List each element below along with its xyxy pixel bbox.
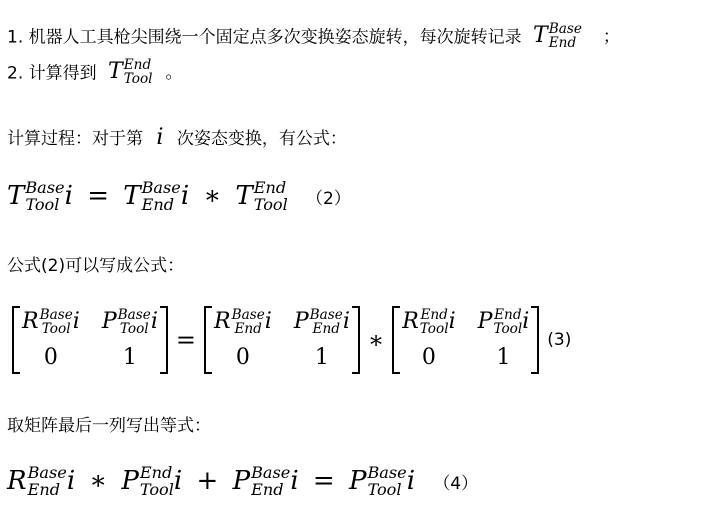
- eq4-b: P End Tool i: [121, 463, 183, 499]
- last-column-line: [7, 411, 211, 436]
- eq3-multiply: ∗: [367, 326, 385, 354]
- eq2-equals: =: [87, 180, 109, 211]
- eq3-equals: =: [175, 326, 196, 354]
- matrix-base-tool: R Base Tool i P Base Tool i 0 1: [12, 306, 168, 374]
- eq4-equals: =: [312, 465, 335, 496]
- eq2-multiply: ∗: [203, 180, 222, 211]
- step-2-line: [7, 58, 183, 87]
- eq4-plus: +: [196, 465, 219, 496]
- eq2-r1: T Base End i: [123, 178, 190, 214]
- rewrite-line: [7, 251, 184, 276]
- equation-4: [7, 465, 478, 499]
- step-1-tail: ；: [602, 27, 620, 48]
- eq4-d: P Base Tool i: [348, 463, 416, 499]
- eq4-a: R Base End i: [7, 463, 76, 499]
- last-column-text: 取矩阵最后一列写出等式：: [7, 416, 211, 436]
- t-end-tool-symbol: T End Tool: [108, 57, 153, 88]
- t-base-end-symbol: T Base End: [533, 21, 582, 52]
- eq4-number: （4）: [433, 473, 479, 494]
- step-1-line: [7, 22, 620, 51]
- matrix-end-tool: R End Tool i P End Tool i 0 1: [392, 306, 539, 374]
- process-intro-line: [7, 124, 347, 150]
- step-2-text: 2. 计算得到: [7, 63, 97, 84]
- eq4-c: P Base End i: [232, 463, 299, 499]
- step-2-tail: 。: [165, 63, 183, 84]
- process-intro-text-2: 次姿态变换，有公式：: [176, 129, 347, 149]
- rewrite-text: 公式(2)可以写成公式：: [7, 256, 185, 276]
- equation-2: [7, 180, 351, 214]
- eq3-number: (3): [547, 330, 572, 350]
- eq2-r2: T End Tool: [235, 178, 288, 214]
- matrix-base-end: R Base End i P Base End i 0 1: [204, 306, 360, 374]
- step-1-text: 1. 机器人工具枪尖围绕一个固定点多次变换姿态旋转，每次旋转记录: [7, 27, 522, 48]
- eq4-multiply: ∗: [89, 465, 108, 496]
- equation-3: [12, 305, 571, 375]
- eq2-lhs: T Base Tool i: [7, 178, 73, 214]
- index-variable: i: [156, 125, 164, 150]
- eq2-number: （2）: [306, 188, 351, 209]
- process-intro-text: 计算过程：对于第: [7, 129, 143, 149]
